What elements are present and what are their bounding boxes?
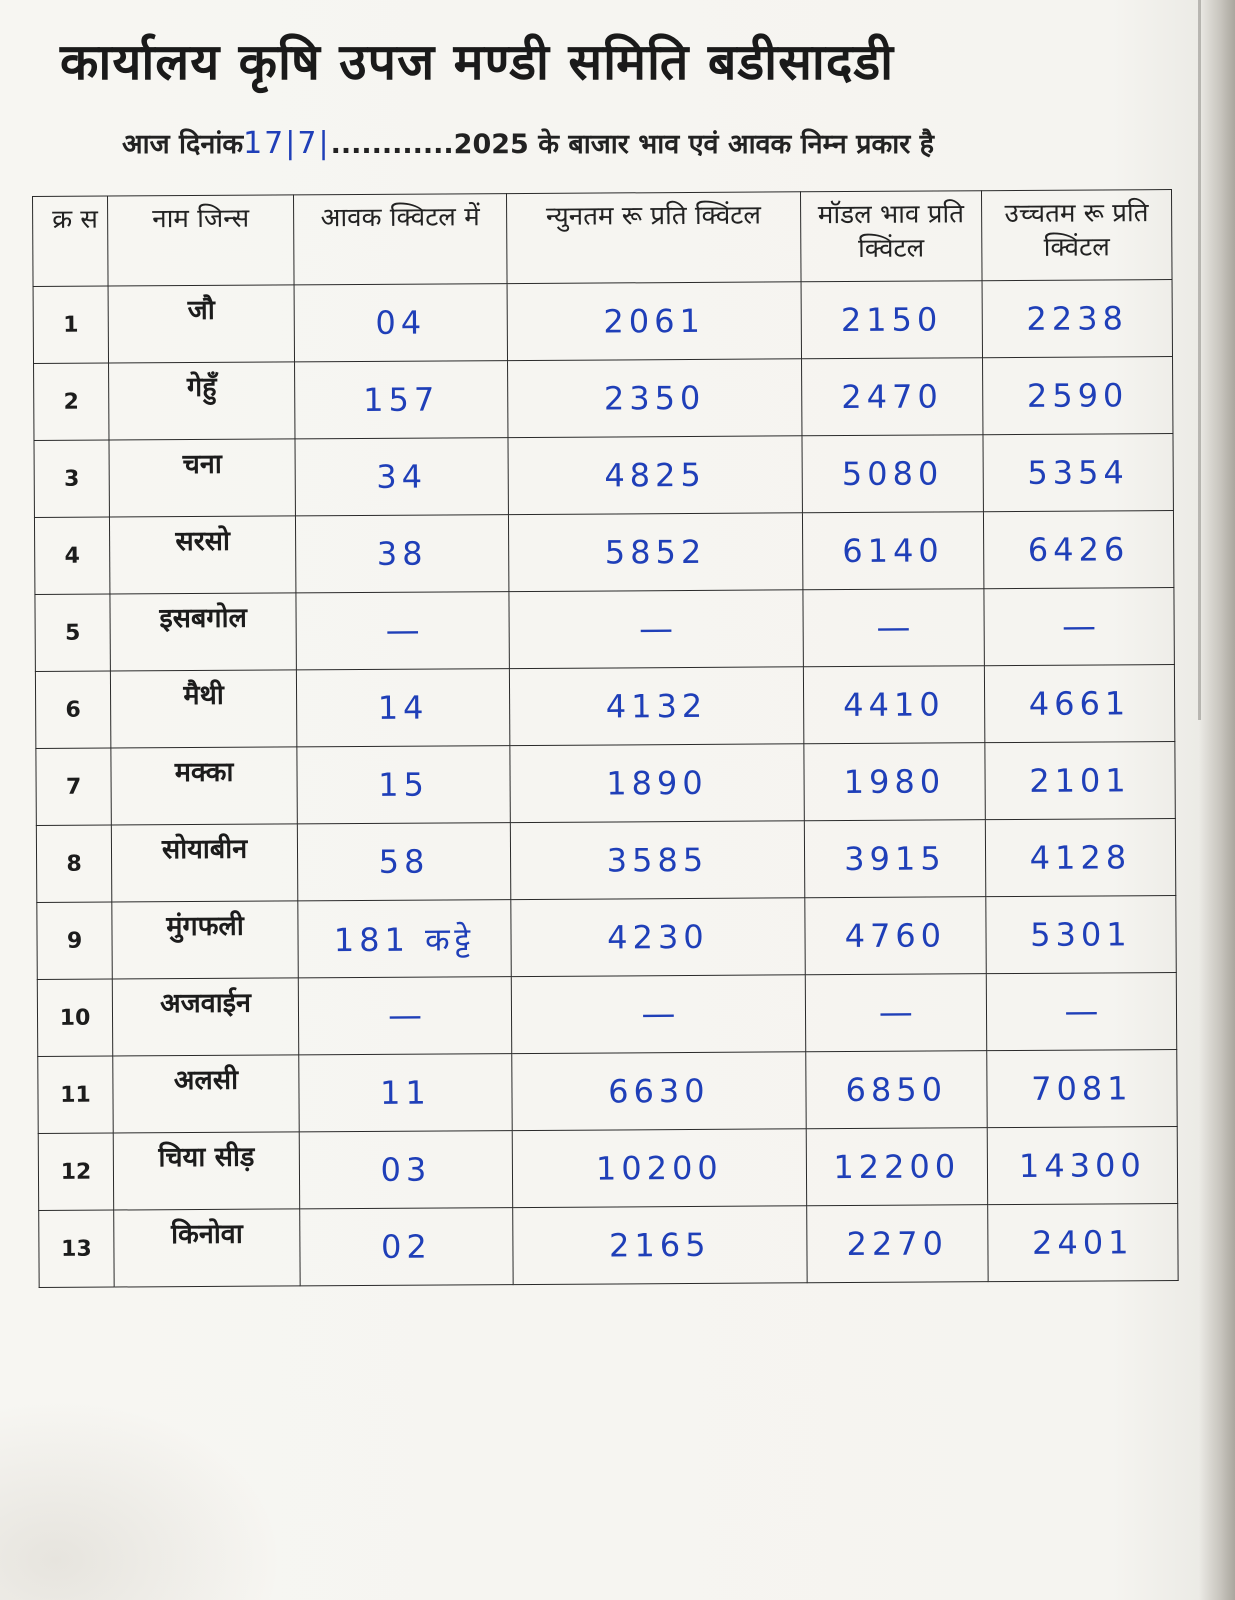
cell-arrival: 38	[296, 515, 509, 593]
cell-sno: 8	[36, 825, 112, 902]
date-line	[122, 124, 1072, 161]
cell-commodity-name: इसबगोल	[110, 593, 297, 671]
header-sno: क्र स	[33, 196, 109, 286]
cell-max-price: 5354	[983, 434, 1174, 512]
header-name: नाम जिन्स	[108, 195, 295, 286]
cell-min-price: 2165	[513, 1206, 807, 1285]
cell-max-price: —	[986, 973, 1177, 1051]
cell-max-price: 6426	[983, 511, 1174, 589]
table-row	[36, 742, 1175, 826]
cell-commodity-name: मुंगफली	[112, 901, 299, 979]
cell-arrival: 02	[300, 1208, 513, 1286]
cell-commodity-name: सरसो	[109, 516, 296, 594]
header-max-price: उच्चतम रू प्रति क्विंटल	[981, 190, 1172, 281]
table-header-row	[33, 190, 1173, 287]
cell-model-price: —	[803, 589, 984, 667]
cell-commodity-name: जौ	[108, 285, 295, 363]
table-row	[34, 434, 1173, 518]
cell-commodity-name: मक्का	[111, 747, 298, 825]
cell-arrival: 03	[299, 1131, 512, 1209]
cell-min-price: 6630	[512, 1052, 806, 1131]
cell-model-price: 2470	[801, 358, 982, 436]
table-row	[36, 819, 1175, 903]
office-title: कार्यालय कृषि उपज मण्डी समिति बडीसादडी	[60, 33, 895, 91]
cell-sno: 12	[38, 1133, 114, 1210]
cell-max-price: 2238	[982, 280, 1173, 358]
cell-max-price: —	[984, 588, 1175, 666]
cell-arrival: 58	[297, 823, 510, 901]
table-row	[38, 1050, 1177, 1134]
market-rates-table	[32, 189, 1179, 1288]
cell-min-price: 1890	[510, 744, 804, 823]
cell-model-price: 6140	[802, 512, 983, 590]
cell-commodity-name: सोयाबीन	[111, 824, 298, 902]
cell-commodity-name: अजवाईन	[112, 978, 299, 1056]
cell-model-price: —	[805, 974, 986, 1052]
table-row	[35, 665, 1174, 749]
cell-min-price: 4825	[508, 436, 802, 515]
cell-sno: 5	[35, 594, 111, 671]
header-model-price: मॉडल भाव प्रति क्विंटल	[800, 191, 981, 282]
cell-model-price: 12200	[806, 1128, 987, 1206]
handwritten-date: 17|7|	[243, 126, 331, 161]
cell-max-price: 4661	[984, 665, 1175, 743]
cell-sno: 7	[36, 748, 112, 825]
cell-commodity-name: अलसी	[113, 1055, 300, 1133]
table-row	[34, 511, 1173, 595]
cell-arrival: 34	[295, 438, 508, 516]
cell-model-price: 1980	[804, 743, 985, 821]
cell-min-price: 2061	[507, 282, 801, 361]
cell-max-price: 2101	[985, 742, 1176, 820]
cell-model-price: 3915	[804, 820, 985, 898]
cell-arrival: —	[298, 977, 511, 1055]
cell-commodity-name: चिया सीड़	[113, 1132, 300, 1210]
table-row	[33, 280, 1172, 364]
cell-arrival: —	[296, 592, 509, 670]
cell-max-price: 14300	[987, 1127, 1178, 1205]
cell-sno: 2	[34, 363, 110, 440]
table-row	[37, 896, 1176, 980]
table-row	[35, 588, 1174, 672]
cell-sno: 13	[39, 1210, 115, 1287]
paper-stain	[0, 1400, 280, 1600]
cell-max-price: 2590	[982, 357, 1173, 435]
cell-model-price: 2270	[807, 1205, 988, 1283]
date-suffix: 2025 के बाजार भाव एवं आवक निम्न प्रकार है	[453, 129, 935, 160]
date-prefix: आज दिनांक	[122, 129, 244, 160]
cell-commodity-name: गेहुँ	[109, 362, 296, 440]
table-row	[34, 357, 1173, 441]
cell-max-price: 4128	[985, 819, 1176, 897]
header-arrival: आवक क्विटल में	[294, 194, 507, 285]
cell-sno: 3	[34, 440, 110, 517]
cell-max-price: 7081	[987, 1050, 1178, 1128]
cell-min-price: 3585	[510, 821, 804, 900]
table-body	[33, 280, 1178, 1288]
cell-arrival: 157	[295, 361, 508, 439]
cell-arrival: 04	[294, 284, 507, 362]
cell-min-price: 5852	[508, 513, 802, 592]
cell-model-price: 4760	[805, 897, 986, 975]
cell-arrival: 14	[296, 669, 509, 747]
cell-commodity-name: चना	[109, 439, 296, 517]
cell-min-price: 2350	[507, 359, 801, 438]
table-row	[38, 1127, 1177, 1211]
paper-fold-line	[1198, 0, 1201, 720]
cell-sno: 10	[37, 979, 113, 1056]
cell-max-price: 2401	[987, 1204, 1178, 1282]
cell-max-price: 5301	[986, 896, 1177, 974]
paper-edge-shadow	[1199, 0, 1235, 1600]
cell-sno: 6	[35, 671, 111, 748]
table-row	[37, 973, 1176, 1057]
cell-commodity-name: किनोवा	[114, 1209, 301, 1287]
cell-min-price: 4230	[511, 898, 805, 977]
cell-arrival: 15	[297, 746, 510, 824]
cell-sno: 11	[38, 1056, 114, 1133]
date-dots: ............	[330, 129, 454, 160]
cell-model-price: 2150	[801, 281, 982, 359]
cell-min-price: 10200	[512, 1129, 806, 1208]
cell-sno: 9	[37, 902, 113, 979]
cell-arrival: 11	[299, 1054, 512, 1132]
cell-model-price: 6850	[806, 1051, 987, 1129]
cell-commodity-name: मैथी	[110, 670, 297, 748]
cell-arrival: 181 कट्टे	[298, 900, 511, 978]
cell-sno: 4	[34, 517, 110, 594]
cell-model-price: 5080	[802, 435, 983, 513]
cell-model-price: 4410	[803, 666, 984, 744]
cell-min-price: 4132	[509, 667, 803, 746]
cell-sno: 1	[33, 286, 109, 363]
header-min-price: न्युनतम रू प्रति क्विंटल	[506, 192, 801, 284]
table-row	[39, 1204, 1178, 1288]
cell-min-price: —	[511, 975, 805, 1054]
cell-min-price: —	[509, 590, 803, 669]
